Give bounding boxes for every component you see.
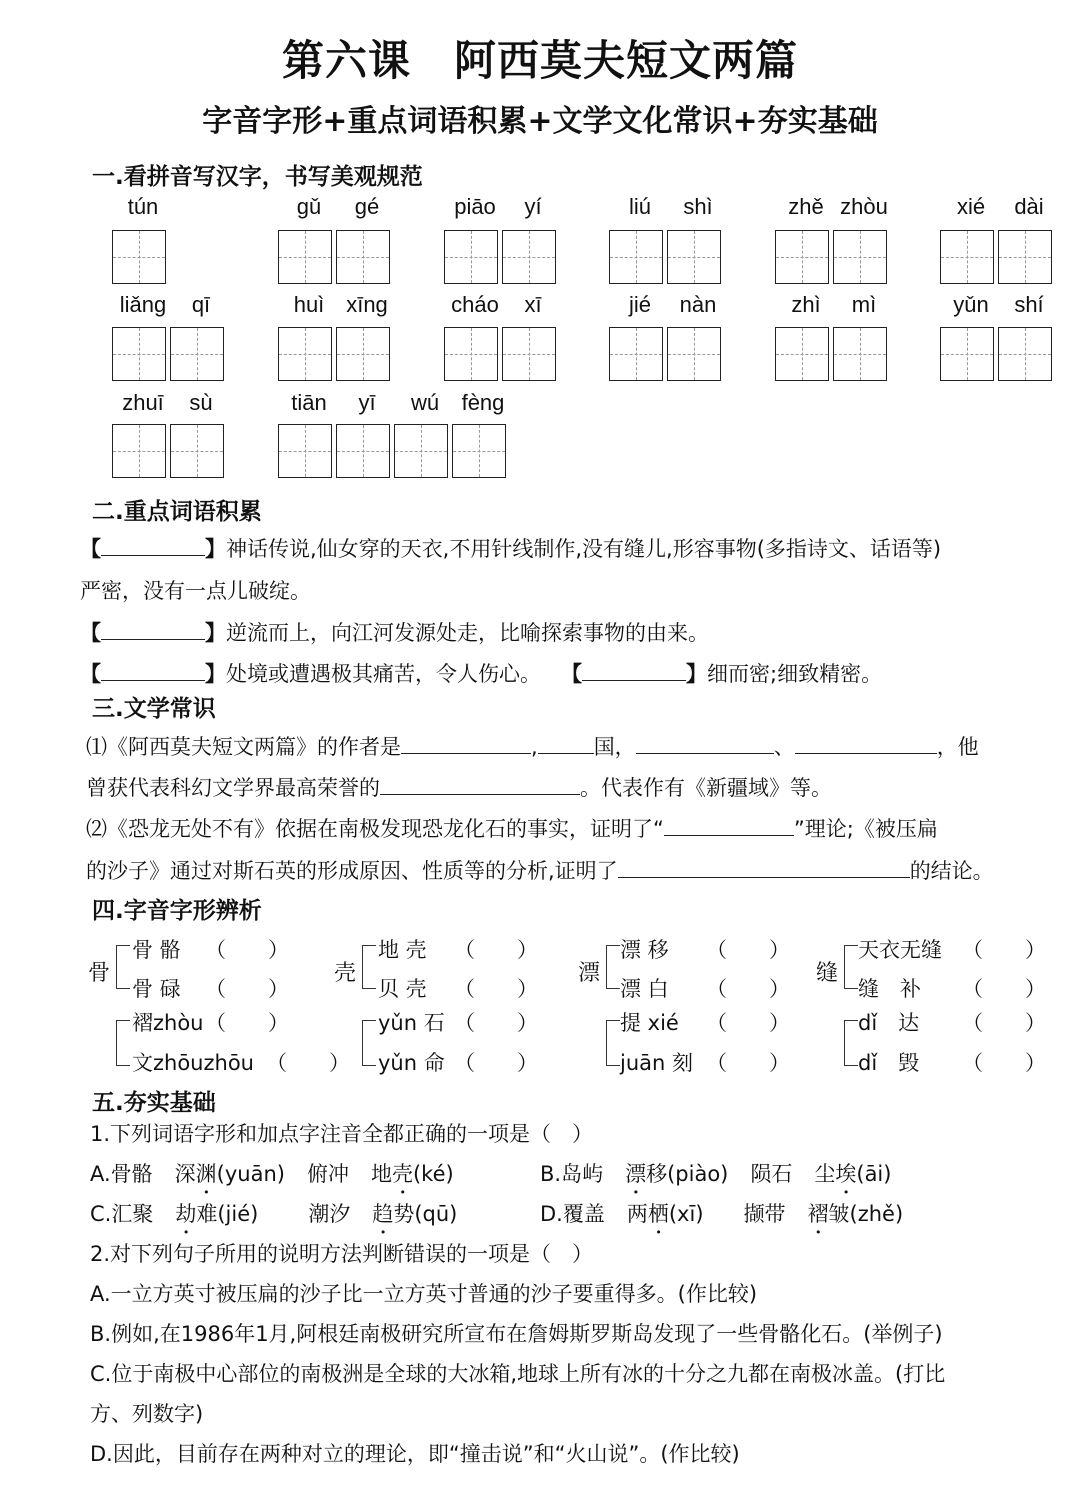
writing-grid [775, 230, 891, 284]
paren[interactable]: （ ） [454, 977, 538, 1001]
literature-q2-line1: ⑵《恐龙无处不有》依据在南极发现恐龙化石的事实，证明了“ ”理论;《被压扁 [86, 817, 938, 841]
pinyin-label [942, 194, 1058, 220]
pinyin-syllable: shì [683, 194, 713, 219]
paren[interactable]: （ ） [454, 1011, 538, 1035]
pinyin-syllable: liǎng [119, 292, 167, 317]
tianzige-cell[interactable] [667, 327, 721, 381]
item-gu-b: 骨 碌 [132, 977, 181, 1001]
pinyin-syllable: xī [524, 292, 542, 317]
paren[interactable]: （ ） [266, 1051, 350, 1075]
paren[interactable]: （ ） [706, 938, 790, 962]
answer-blank[interactable] [380, 775, 580, 795]
item-ke-b: 贝 壳 [378, 977, 427, 1001]
pinyin-syllable: tiān [291, 390, 327, 415]
paren[interactable]: （ ） [962, 1051, 1046, 1075]
tianzige-cell[interactable] [998, 230, 1052, 284]
pinyin-label [611, 194, 727, 220]
answer-blank[interactable] [795, 734, 937, 754]
tianzige-cell[interactable] [444, 230, 498, 284]
q1-option-b[interactable]: B.岛屿 漂移(piào) 陨石 尘埃(āi) [540, 1162, 892, 1186]
tianzige-cell[interactable] [112, 424, 166, 478]
pinyin-label [777, 292, 893, 318]
tianzige-cell[interactable] [775, 327, 829, 381]
tianzige-cell[interactable] [278, 424, 332, 478]
char-head-ke: 壳 [334, 961, 357, 986]
writing-grid [112, 424, 228, 478]
pinyin-syllable: huì [293, 292, 325, 317]
tianzige-cell[interactable] [170, 327, 224, 381]
pinyin-syllable: sù [189, 390, 213, 415]
writing-grid [940, 327, 1056, 381]
answer-blank[interactable] [582, 661, 686, 681]
paren[interactable]: （ ） [205, 977, 289, 1001]
answer-blank[interactable] [618, 858, 910, 878]
pinyin-label [777, 194, 893, 220]
item-yun-b: yǔn 命 [378, 1051, 445, 1075]
item-yun-a: yǔn 石 [378, 1011, 445, 1035]
item-piao-b: 漂 白 [620, 977, 669, 1001]
tianzige-cell[interactable] [502, 230, 556, 284]
q2-option-b[interactable]: B.例如,在1986年1月,阿根廷南极研究所宣布在詹姆斯罗斯岛发现了一些骨骼化石。(举例子) [90, 1322, 943, 1346]
q1-option-a[interactable]: A.骨骼 深渊(yuān) 俯冲 地壳(ké) [90, 1162, 454, 1186]
item-zhou-a: 褶zhòu [132, 1011, 204, 1035]
pinyin-syllable: dài [1014, 194, 1044, 219]
writing-grid [609, 230, 725, 284]
pinyin-syllable: piāo [454, 194, 496, 219]
pinyin-label [114, 292, 230, 318]
pinyin-syllable: zhuī [122, 390, 164, 415]
pinyin-label [280, 292, 396, 318]
tianzige-cell[interactable] [336, 424, 390, 478]
tianzige-cell[interactable] [394, 424, 448, 478]
answer-blank[interactable] [101, 536, 205, 556]
pinyin-syllable: yí [524, 194, 542, 219]
char-head-piao: 漂 [578, 961, 601, 986]
q2-option-a[interactable]: A.一立方英寸被压扁的沙子比一立方英寸普通的沙子要重得多。(作比较) [90, 1282, 758, 1306]
pinyin-label [114, 194, 172, 220]
tianzige-cell[interactable] [609, 230, 663, 284]
pinyin-label [942, 292, 1058, 318]
item-di-b: dǐ 毁 [858, 1051, 920, 1075]
char-head-gu: 骨 [88, 961, 111, 986]
section-2-heading: 二.重点词语积累 [92, 499, 262, 525]
pinyin-label [446, 292, 562, 318]
item-feng-a: 天衣无缝 [858, 938, 942, 962]
answer-blank[interactable] [664, 816, 794, 836]
pinyin-syllable: jié [628, 292, 651, 317]
tianzige-cell[interactable] [444, 327, 498, 381]
pinyin-syllable: xié [956, 194, 986, 219]
item-zhou-b: 文zhōuzhōu [132, 1051, 254, 1075]
pinyin-label [611, 292, 727, 318]
pinyin-syllable: wú [410, 390, 440, 415]
pinyin-label [280, 194, 396, 220]
tianzige-cell[interactable] [278, 230, 332, 284]
q1-option-d[interactable]: D.覆盖 两栖(xī) 撷带 褶皱(zhě) [540, 1202, 904, 1226]
pinyin-syllable: zhì [791, 292, 821, 317]
writing-grid [609, 327, 725, 381]
answer-blank[interactable] [538, 734, 594, 754]
writing-grid [444, 230, 560, 284]
pinyin-label [446, 194, 562, 220]
pinyin-syllable: nàn [679, 292, 717, 317]
pinyin-syllable: tún [127, 194, 159, 219]
tianzige-cell[interactable] [502, 327, 556, 381]
tianzige-cell[interactable] [940, 230, 994, 284]
pinyin-label [114, 390, 230, 416]
paren[interactable]: （ ） [962, 938, 1046, 962]
writing-grid [112, 327, 228, 381]
pinyin-syllable: xīng [346, 292, 388, 317]
q2-option-c[interactable]: C.位于南极中心部位的南极洲是全球的大冰箱,地球上所有冰的十分之九都在南极冰盖。(打比 [90, 1362, 946, 1386]
paren[interactable]: （ ） [706, 1051, 790, 1075]
vocab-line-3: 【 】处境或遭遇极其痛苦，令人伤心。 【 】细而密;细致精密。 [80, 662, 883, 686]
tianzige-cell[interactable] [667, 230, 721, 284]
literature-q1-line2: 曾获代表科幻文学界最高荣誉的 。代表作有《新疆域》等。 [86, 776, 832, 800]
pinyin-syllable: gé [354, 194, 380, 219]
tianzige-cell[interactable] [775, 230, 829, 284]
writing-grid [112, 230, 170, 284]
question-1: 1.下列词语字形和加点字注音全都正确的一项是（ ） [90, 1122, 594, 1146]
pinyin-syllable: qī [191, 292, 211, 317]
paren[interactable]: （ ） [706, 977, 790, 1001]
vocab-line-1: 【 】神话传说,仙女穿的天衣,不用针线制作,没有缝儿,形容事物(多指诗文、话语等) [80, 537, 942, 561]
pinyin-syllable: shí [1014, 292, 1044, 317]
answer-blank[interactable] [101, 661, 205, 681]
literature-q1-line1: ⑴《阿西莫夫短文两篇》的作者是 , 国， 、 ，他 [86, 735, 979, 759]
paren[interactable]: （ ） [205, 1011, 289, 1035]
tianzige-cell[interactable] [336, 327, 390, 381]
answer-blank[interactable] [101, 620, 205, 640]
q1-option-c[interactable]: C.汇聚 劫难(jié) 潮汐 趋势(qū) [90, 1202, 458, 1226]
question-2: 2.对下列句子所用的说明方法判断错误的一项是（ ） [90, 1242, 594, 1266]
q2-option-c-cont: 方、列数字) [90, 1402, 204, 1426]
item-di-a: dǐ 达 [858, 1011, 920, 1035]
tianzige-cell[interactable] [998, 327, 1052, 381]
item-gu-a: 骨 骼 [132, 938, 181, 962]
item-feng-b: 缝 补 [858, 977, 921, 1001]
tianzige-cell[interactable] [278, 327, 332, 381]
tianzige-cell[interactable] [170, 424, 224, 478]
pinyin-syllable: cháo [451, 292, 499, 317]
writing-grid [940, 230, 1056, 284]
paren[interactable]: （ ） [454, 938, 538, 962]
pinyin-syllable: zhòu [840, 194, 888, 219]
char-head-feng: 缝 [816, 961, 839, 986]
q2-option-d[interactable]: D.因此，目前存在两种对立的理论，即“撞击说”和“火山说”。(作比较) [90, 1442, 740, 1466]
literature-q2-line2: 的沙子》通过对斯石英的形成原因、性质等的分析,证明了 的结论。 [86, 859, 994, 883]
pinyin-syllable: liú [628, 194, 651, 219]
paren[interactable]: （ ） [706, 1011, 790, 1035]
paren[interactable]: （ ） [962, 1011, 1046, 1035]
item-piao-a: 漂 移 [620, 938, 669, 962]
vocab-line-2: 【 】逆流而上，向江河发源处走，比喻探索事物的由来。 [80, 621, 709, 645]
tianzige-cell[interactable] [833, 327, 887, 381]
tianzige-cell[interactable] [112, 327, 166, 381]
section-3-heading: 三.文学常识 [92, 696, 216, 722]
paren[interactable]: （ ） [454, 1051, 538, 1075]
writing-grid [775, 327, 891, 381]
page-subtitle: 字音字形+重点词语积累+文学文化常识+夯实基础 [202, 104, 878, 139]
pinyin-syllable: mì [851, 292, 877, 317]
item-xie: 提 xié [620, 1011, 679, 1035]
answer-blank[interactable] [401, 734, 531, 754]
pinyin-syllable: fèng [461, 390, 505, 415]
item-ke-a: 地 壳 [378, 938, 427, 962]
answer-blank[interactable] [636, 734, 774, 754]
tianzige-cell[interactable] [336, 230, 390, 284]
paren[interactable]: （ ） [962, 977, 1046, 1001]
page-title: 第六课 阿西莫夫短文两篇 [281, 36, 798, 85]
pinyin-syllable: yǔn [953, 292, 989, 317]
tianzige-cell[interactable] [833, 230, 887, 284]
section-5-heading: 五.夯实基础 [92, 1090, 216, 1116]
writing-grid [278, 230, 394, 284]
writing-grid [278, 327, 394, 381]
pinyin-label [280, 390, 512, 416]
writing-grid [444, 327, 560, 381]
vocab-line-1b: 严密，没有一点儿破绽。 [80, 579, 311, 603]
tianzige-cell[interactable] [940, 327, 994, 381]
paren[interactable]: （ ） [205, 938, 289, 962]
writing-grid [278, 424, 510, 478]
tianzige-cell[interactable] [112, 230, 166, 284]
item-juan: juān 刻 [620, 1051, 693, 1075]
tianzige-cell[interactable] [452, 424, 506, 478]
section-4-heading: 四.字音字形辨析 [92, 898, 262, 924]
tianzige-cell[interactable] [609, 327, 663, 381]
section-1-heading: 一.看拼音写汉字，书写美观规范 [92, 164, 423, 190]
pinyin-syllable: zhě [788, 194, 824, 219]
pinyin-syllable: yī [358, 390, 376, 415]
pinyin-syllable: gǔ [296, 194, 322, 219]
